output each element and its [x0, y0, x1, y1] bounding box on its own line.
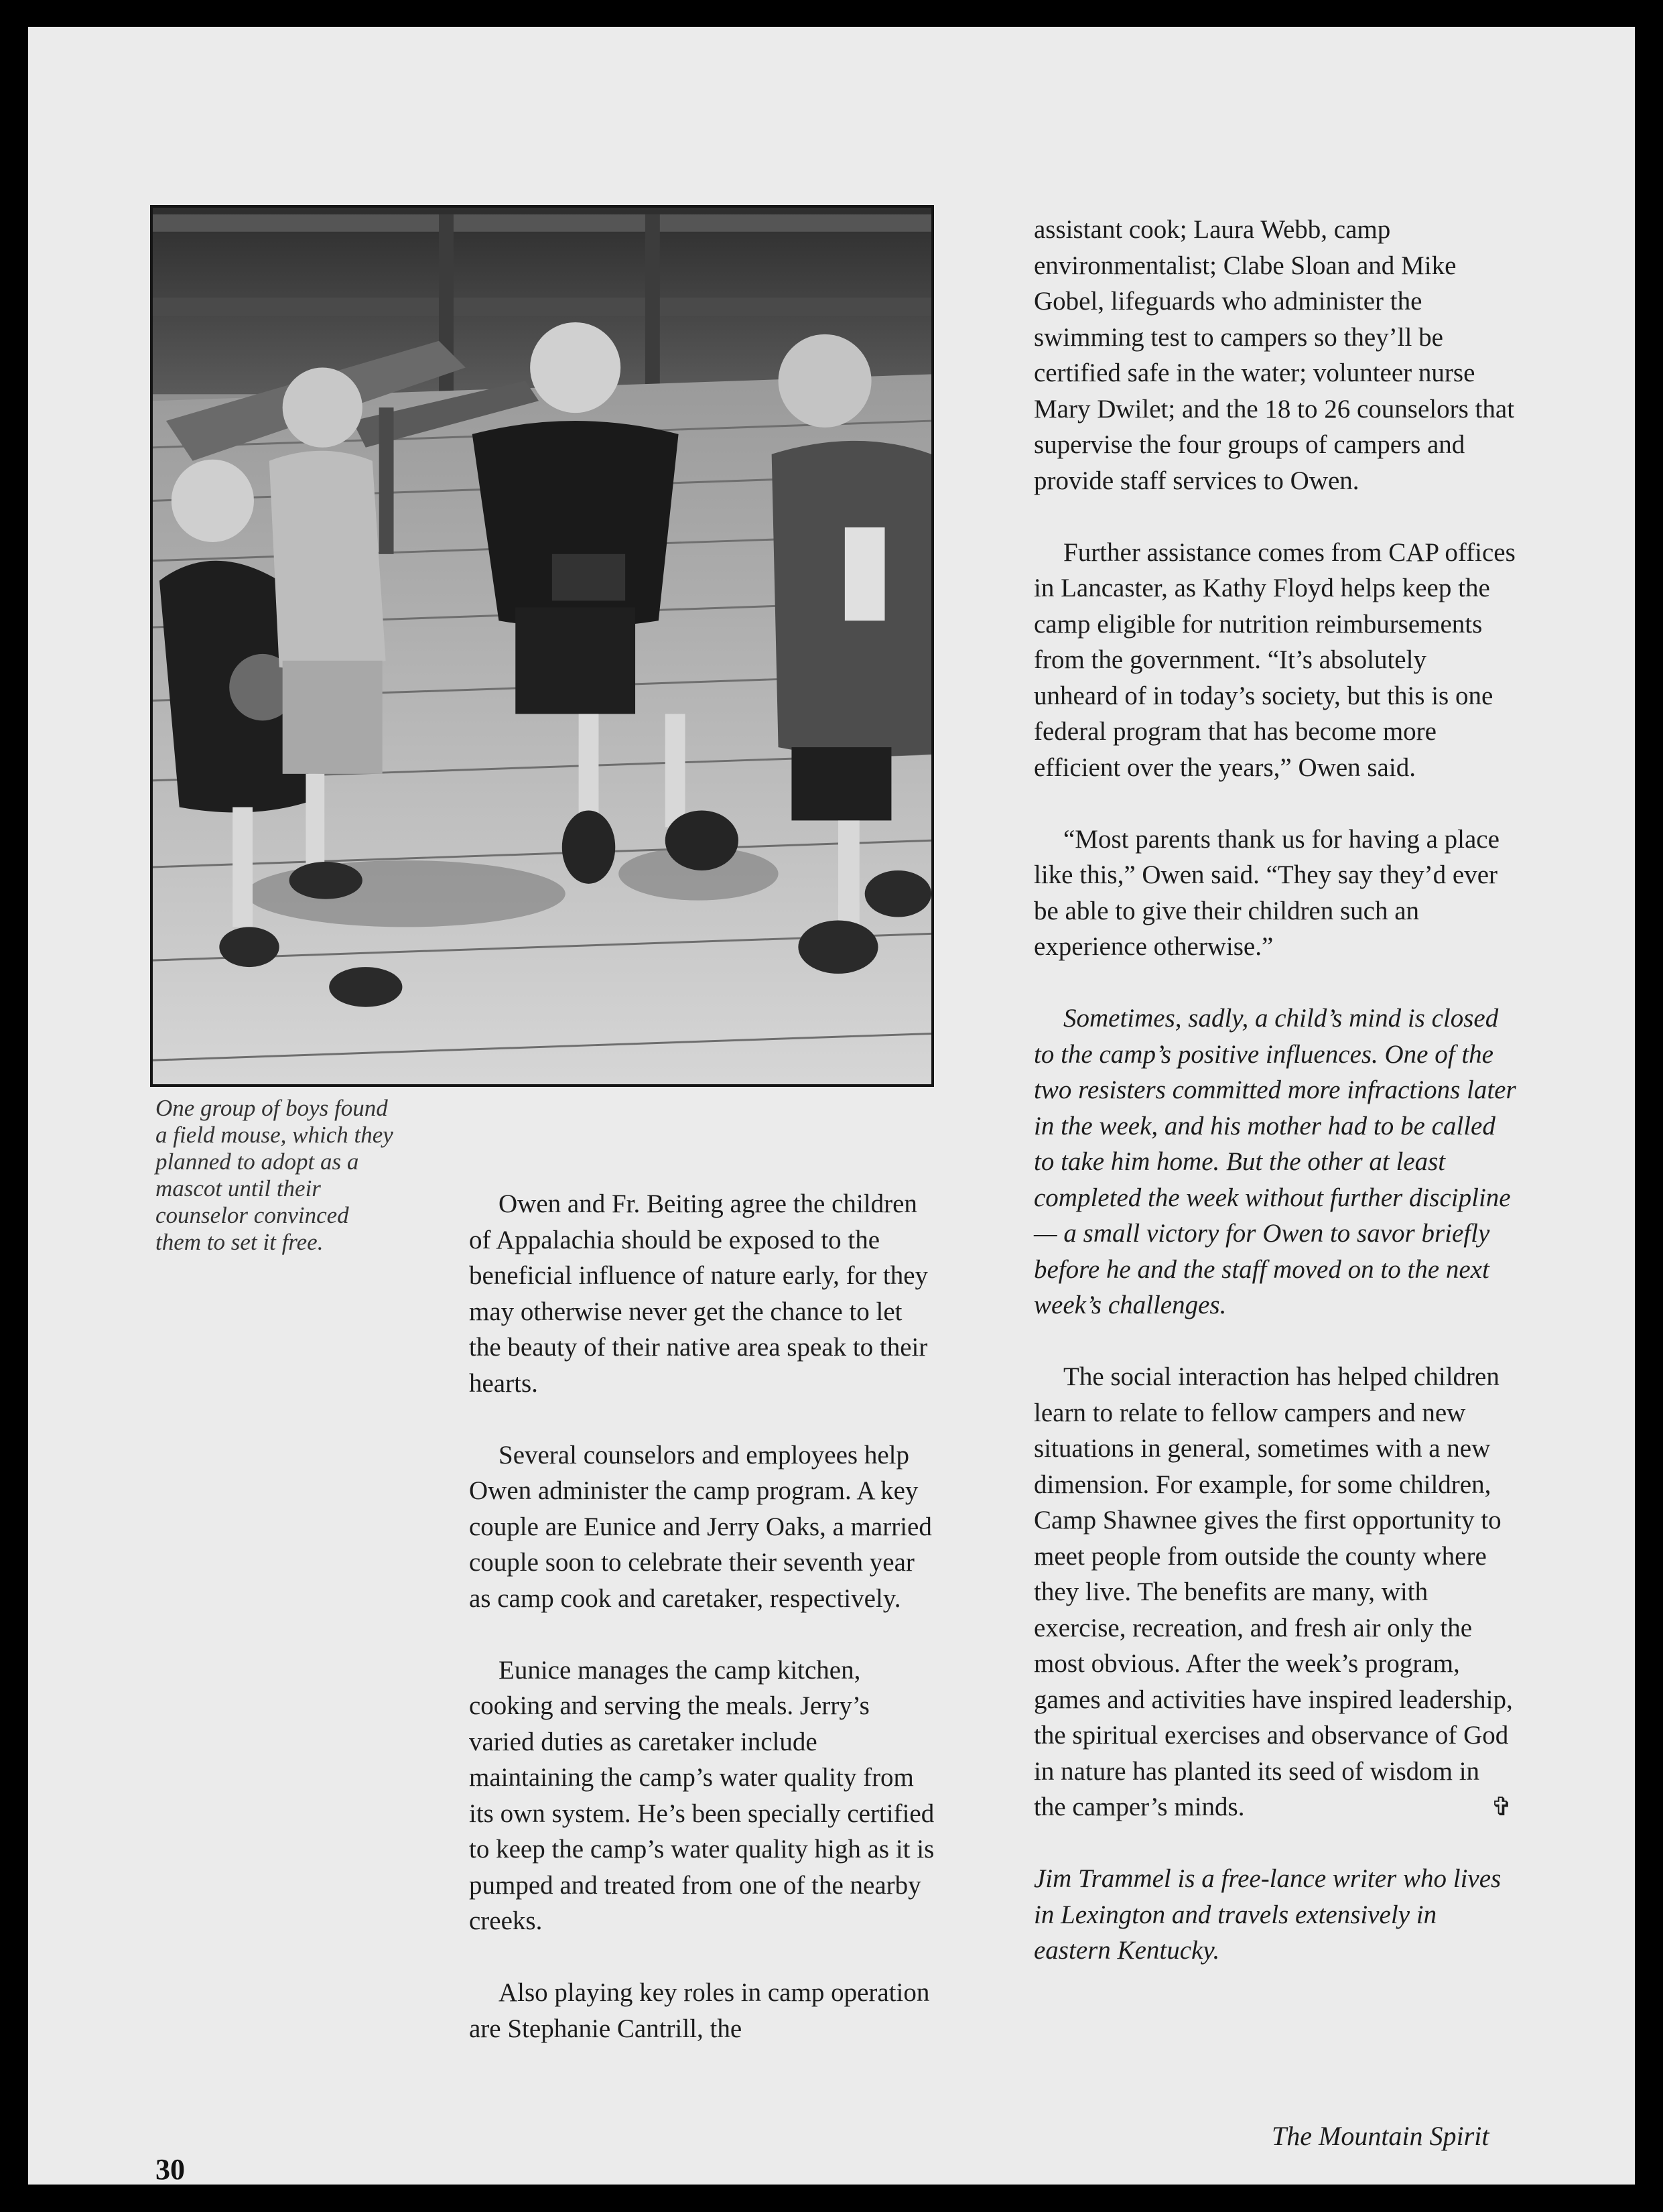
article-column-middle — [469, 1186, 938, 2046]
paragraph-closing-text: The social interaction has helped children learn to relate to fellow campers and new situations in general, sometimes with a new dimension. For example, for some children, Camp Shawnee gives the first opportunity to meet people from outside the county where they live. The benefits are many, with exercise, recreation, and fresh air only the most obvious. After the week’s program, games and activities have inspired leadership, the spiritual exercises and observance of God in nature has planted its seed of wisdom in the camper’s minds. — [1034, 1362, 1513, 1821]
article-column-right — [1034, 212, 1516, 1969]
photo-illustration — [153, 208, 931, 1084]
paragraph: Owen and Fr. Beiting agree the children of Appalachia should be exposed to the beneficial influence of nature early, for they may otherwise never get the chance to let the beauty of their native area speak to their hearts. — [469, 1189, 929, 1398]
paragraph: Also playing key roles in camp operation are Stephanie Cantrill, the — [469, 1978, 930, 2043]
paragraph: Eunice manages the camp kitchen, cooking and serving the meals. Jerry’s varied duties as caretaker include maintaining the camp’s water quality from its own system. He’s been specially certified to keep the camp’s water quality high as it is pumped and treated from one of the nearby creeks. — [469, 1655, 935, 1935]
photo-caption: One group of boys found a field mouse, which they planned to adopt as a mascot until their counselor convinced them to set it free. — [155, 1095, 393, 1255]
paragraph-closing — [1034, 1359, 1516, 1825]
photo-boys-on-deck — [150, 205, 934, 1087]
paragraph-italic: Sometimes, sadly, a child’s mind is closed to the camp’s positive influences. One of the two resisters committed more infractions later in the week, and his mother had to be called to take him home. But the other at least completed the week without further discipline — a small victory for Owen to savor briefly before he and the staff moved on to the next week’s challenges. — [1034, 1004, 1516, 1319]
paragraph: Further assistance comes from CAP offices in Lancaster, as Kathy Floyd helps keep the camp eligible for nutrition reimbursements from the government. “It’s absolutely unheard of in today’s society, but this is one federal program that has become more efficient over the years,” Owen said. — [1034, 537, 1516, 782]
author-bio: Jim Trammel is a free-lance writer who lives in Lexington and travels extensively in eastern Kentucky. — [1034, 1864, 1502, 1965]
paragraph: Several counselors and employees help Owen administer the camp program. A key couple are Eunice and Jerry Oaks, a married couple soon to celebrate their seventh year as camp cook and caretaker, respectively. — [469, 1440, 932, 1613]
paragraph: “Most parents thank us for having a place like this,” Owen said. “They say they’d ever be able to give their children such an experience otherwise.” — [1034, 824, 1500, 961]
page-number: 30 — [155, 2153, 185, 2185]
magazine-page — [28, 27, 1635, 2185]
publication-title: The Mountain Spirit — [1272, 2121, 1489, 2151]
paragraph-continuation: assistant cook; Laura Webb, camp environmentalist; Clabe Sloan and Mike Gobel, lifeguards who administer the swimming test to campers so they’ll be certified safe in the water; volunteer nurse Mary Dwilet; and the 18 to 26 counselors that supervise the four groups of campers and provide staff services to Owen. — [1034, 215, 1515, 495]
cross-end-mark-icon: ✞ — [1491, 1792, 1512, 1821]
